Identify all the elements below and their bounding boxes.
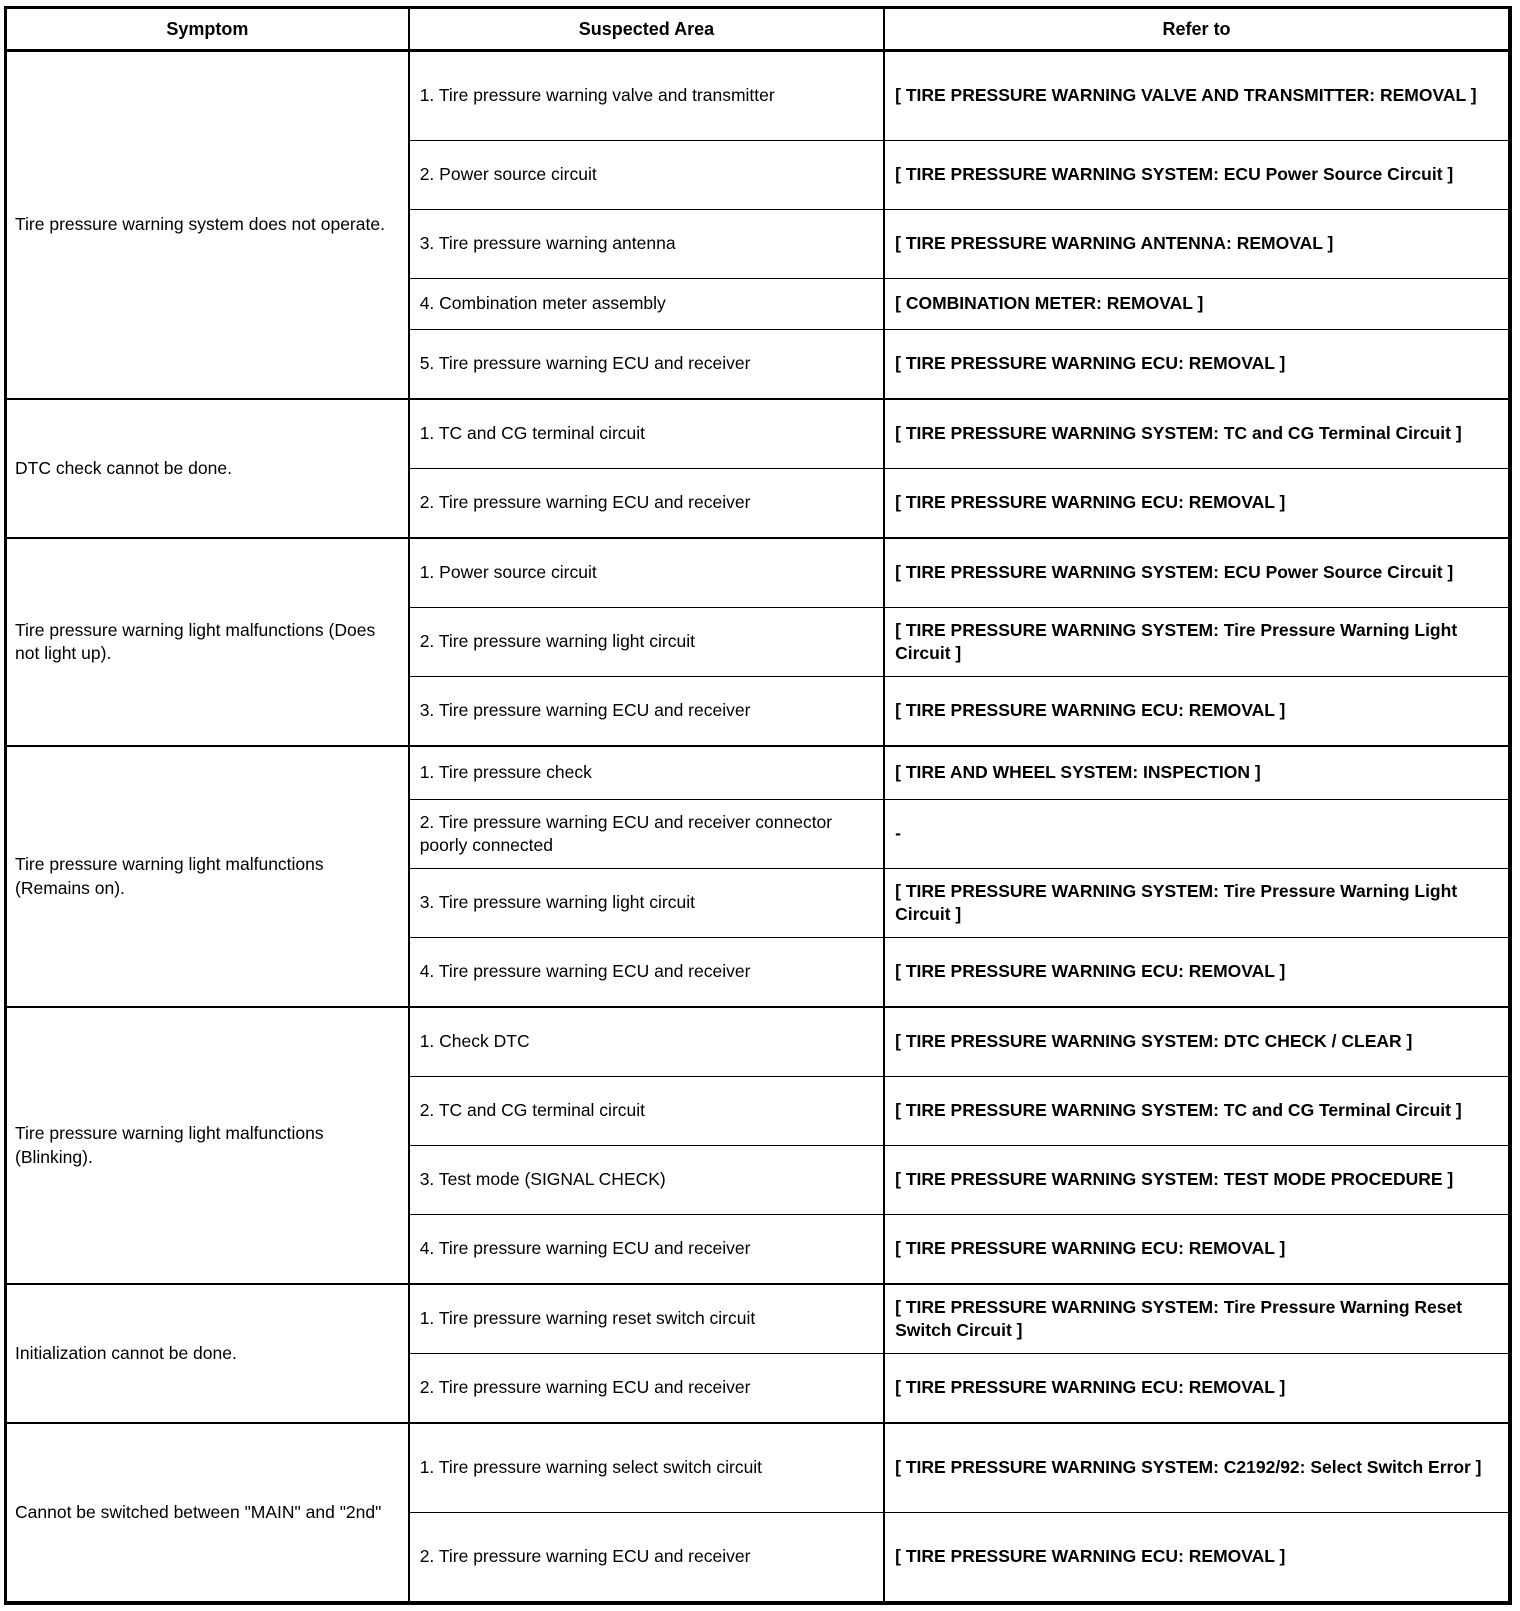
refer-cell: [ TIRE PRESSURE WARNING SYSTEM: Tire Pressure Warning Light Circuit ] <box>884 608 1510 677</box>
suspected-area-cell: 3. Test mode (SIGNAL CHECK) <box>409 1146 884 1215</box>
suspected-area-cell: 3. Tire pressure warning light circuit <box>409 869 884 938</box>
suspected-area-cell: 3. Tire pressure warning ECU and receiver <box>409 677 884 747</box>
refer-cell: [ COMBINATION METER: REMOVAL ] <box>884 279 1510 330</box>
refer-cell: [ TIRE PRESSURE WARNING VALVE AND TRANSMITTER: REMOVAL ] <box>884 51 1510 141</box>
refer-cell: [ TIRE PRESSURE WARNING SYSTEM: C2192/92: Select Switch Error ] <box>884 1423 1510 1513</box>
header-suspected-area: Suspected Area <box>409 8 884 51</box>
refer-cell: [ TIRE PRESSURE WARNING ECU: REMOVAL ] <box>884 469 1510 539</box>
refer-cell: [ TIRE AND WHEEL SYSTEM: INSPECTION ] <box>884 746 1510 800</box>
symptom-cell: DTC check cannot be done. <box>6 399 409 538</box>
suspected-area-cell: 5. Tire pressure warning ECU and receiver <box>409 330 884 400</box>
symptom-group <box>6 1284 1511 1423</box>
suspected-area-cell: 2. Tire pressure warning ECU and receiver <box>409 469 884 539</box>
suspected-area-cell: 4. Combination meter assembly <box>409 279 884 330</box>
suspected-area-cell: 3. Tire pressure warning antenna <box>409 210 884 279</box>
table-row <box>6 51 1511 141</box>
suspected-area-cell: 2. Tire pressure warning light circuit <box>409 608 884 677</box>
suspected-area-cell: 1. Tire pressure check <box>409 746 884 800</box>
table-row <box>6 1284 1511 1354</box>
table-row <box>6 1007 1511 1077</box>
suspected-area-cell: 1. Tire pressure warning valve and transmitter <box>409 51 884 141</box>
symptom-group <box>6 399 1511 538</box>
refer-cell: [ TIRE PRESSURE WARNING SYSTEM: ECU Power Source Circuit ] <box>884 538 1510 608</box>
refer-cell: [ TIRE PRESSURE WARNING ECU: REMOVAL ] <box>884 1215 1510 1285</box>
symptom-group <box>6 1423 1511 1603</box>
refer-cell: [ TIRE PRESSURE WARNING SYSTEM: DTC CHECK / CLEAR ] <box>884 1007 1510 1077</box>
suspected-area-cell: 2. Power source circuit <box>409 141 884 210</box>
suspected-area-cell: 2. Tire pressure warning ECU and receiver connector poorly connected <box>409 800 884 869</box>
refer-cell: [ TIRE PRESSURE WARNING ECU: REMOVAL ] <box>884 1354 1510 1424</box>
refer-cell: [ TIRE PRESSURE WARNING ANTENNA: REMOVAL ] <box>884 210 1510 279</box>
header-refer-to: Refer to <box>884 8 1510 51</box>
symptom-group <box>6 538 1511 746</box>
refer-cell: [ TIRE PRESSURE WARNING SYSTEM: Tire Pressure Warning Reset Switch Circuit ] <box>884 1284 1510 1354</box>
symptom-table <box>4 6 1512 1605</box>
refer-cell: [ TIRE PRESSURE WARNING ECU: REMOVAL ] <box>884 938 1510 1008</box>
suspected-area-cell: 2. Tire pressure warning ECU and receiver <box>409 1354 884 1424</box>
suspected-area-cell: 2. Tire pressure warning ECU and receiver <box>409 1513 884 1604</box>
refer-cell: - <box>884 800 1510 869</box>
table-row <box>6 538 1511 608</box>
suspected-area-cell: 1. Tire pressure warning reset switch circuit <box>409 1284 884 1354</box>
header-symptom: Symptom <box>6 8 409 51</box>
table-row <box>6 746 1511 800</box>
symptom-cell: Tire pressure warning light malfunctions (Does not light up). <box>6 538 409 746</box>
symptom-cell: Tire pressure warning system does not operate. <box>6 51 409 400</box>
symptom-cell: Cannot be switched between "MAIN" and "2nd" <box>6 1423 409 1603</box>
suspected-area-cell: 4. Tire pressure warning ECU and receiver <box>409 938 884 1008</box>
table-header <box>6 8 1511 51</box>
refer-cell: [ TIRE PRESSURE WARNING SYSTEM: Tire Pressure Warning Light Circuit ] <box>884 869 1510 938</box>
refer-cell: [ TIRE PRESSURE WARNING ECU: REMOVAL ] <box>884 330 1510 400</box>
symptom-group <box>6 51 1511 400</box>
symptom-group <box>6 1007 1511 1284</box>
symptom-cell: Tire pressure warning light malfunctions (Blinking). <box>6 1007 409 1284</box>
suspected-area-cell: 4. Tire pressure warning ECU and receiver <box>409 1215 884 1285</box>
refer-cell: [ TIRE PRESSURE WARNING SYSTEM: TC and CG Terminal Circuit ] <box>884 1077 1510 1146</box>
refer-cell: [ TIRE PRESSURE WARNING SYSTEM: TEST MODE PROCEDURE ] <box>884 1146 1510 1215</box>
refer-cell: [ TIRE PRESSURE WARNING SYSTEM: TC and CG Terminal Circuit ] <box>884 399 1510 469</box>
refer-cell: [ TIRE PRESSURE WARNING ECU: REMOVAL ] <box>884 1513 1510 1604</box>
symptom-group <box>6 746 1511 1007</box>
table-row <box>6 1423 1511 1513</box>
table-row <box>6 399 1511 469</box>
suspected-area-cell: 1. Power source circuit <box>409 538 884 608</box>
suspected-area-cell: 1. TC and CG terminal circuit <box>409 399 884 469</box>
refer-cell: [ TIRE PRESSURE WARNING SYSTEM: ECU Power Source Circuit ] <box>884 141 1510 210</box>
suspected-area-cell: 1. Tire pressure warning select switch circuit <box>409 1423 884 1513</box>
symptom-cell: Initialization cannot be done. <box>6 1284 409 1423</box>
suspected-area-cell: 1. Check DTC <box>409 1007 884 1077</box>
symptom-cell: Tire pressure warning light malfunctions (Remains on). <box>6 746 409 1007</box>
suspected-area-cell: 2. TC and CG terminal circuit <box>409 1077 884 1146</box>
refer-cell: [ TIRE PRESSURE WARNING ECU: REMOVAL ] <box>884 677 1510 747</box>
